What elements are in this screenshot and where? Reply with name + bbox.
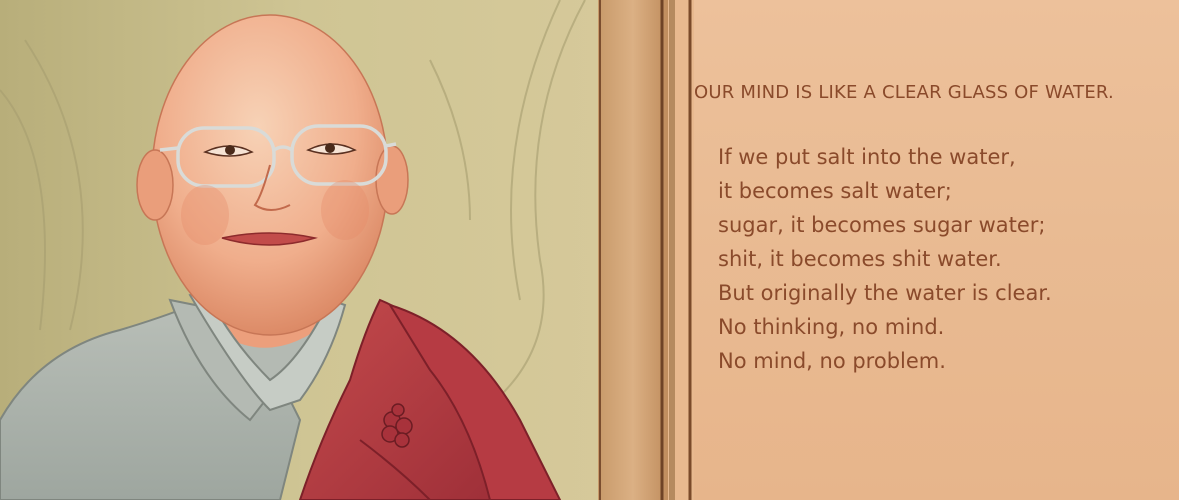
quote-line: No mind, no problem. — [718, 349, 946, 373]
wooden-pillar — [598, 0, 668, 500]
right-ear — [376, 146, 408, 214]
quote-line: If we put salt into the water, — [718, 145, 1016, 169]
quote-line: shit, it becomes shit water. — [718, 247, 1002, 271]
quote-panel — [694, 0, 1179, 500]
left-ear — [137, 150, 173, 220]
quote-body — [718, 140, 1052, 378]
quote-line: But originally the water is clear. — [718, 281, 1052, 305]
quote-line: sugar, it becomes sugar water; — [718, 213, 1046, 237]
quote-headline: OUR MIND IS LIKE A CLEAR GLASS OF WATER. — [694, 82, 1114, 103]
quote-line: it becomes salt water; — [718, 179, 952, 203]
quote-line: No thinking, no mind. — [718, 315, 945, 339]
